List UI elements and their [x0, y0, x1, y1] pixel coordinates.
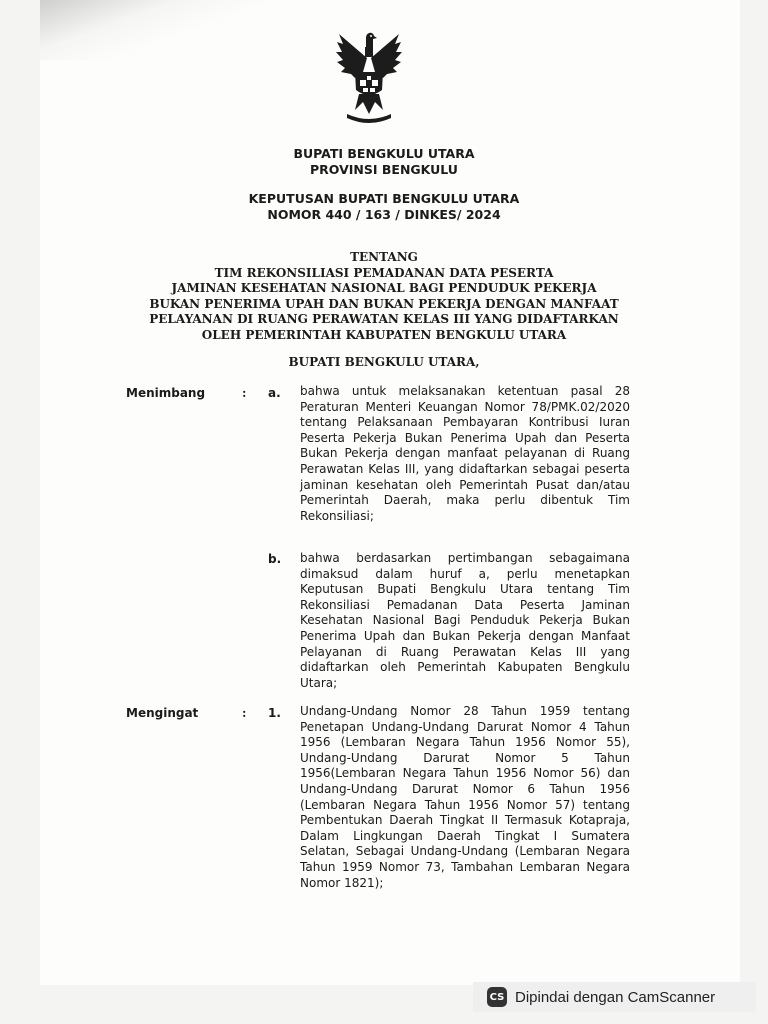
menimbang-item-text: bahwa untuk melaksanakan ketentuan pasal 28 Peraturan Menteri Keuangan Nomor 78/PMK.02/2020 tentang Pelaksanaan Pembayaran Kontribusi Iuran Peserta Pekerja Bukan Penerima Upah dan Peserta Bukan Pekerja dengan manfaat pelayanan di Ruang Perawatan Kelas III, yang didaftarkan sebagai peserta jaminan kesehatan oleh Pemerintah Pusat dan/atau Pemerintah Daerah, maka perlu dibentuk Tim Rekonsiliasi; [300, 384, 630, 523]
camscanner-watermark [473, 982, 756, 1012]
mengingat-item-text: Undang-Undang Nomor 28 Tahun 1959 tentang Penetapan Undang-Undang Darurat Nomor 4 Tahun 1956 (Lembaran Negara Tahun 1956 Nomor 55), Undang-Undang Darurat Nomor 5 Tahun 1956(Lembaran Negara Tahun 1956 Nomor 56) dan Undang-Undang Darurat Nomor 6 Tahun 1956 (Lembaran Negara Tahun 1956 Nomor 57) tentang Pembentukan Daerah Tingkat II Termasuk Kotapraja, Dalam Lingkungan Daerah Tingkat I Sumatera Selatan, Sebagai Undang-Undang (Lembaran Negara Tahun 1959 Nomor 73, Tambahan Lembaran Negara Nomor 1821); [300, 704, 630, 890]
menimbang-item-text: bahwa berdasarkan pertimbangan sebagaimana dimaksud dalam huruf a, perlu menetapkan Keputusan Bupati Bengkulu Utara tentang Tim Rekonsiliasi Pemadanan Data Peserta Jaminan Kesehatan Nasional Bagi Penduduk Pekerja Bukan Penerima Upah dan Bukan Pekerja dengan Manfaat Pelayanan di Ruang Perawatan Kelas III yang didaftarkan oleh Pemerintah Kabupaten Bengkulu Utara; [300, 551, 630, 690]
issuer-title: BUPATI BENGKULU UTARA [293, 146, 475, 161]
subject-line: PELAYANAN DI RUANG PERAWATAN KELAS III YANG DIDAFTARKAN [149, 312, 619, 326]
mengingat-colon: : [242, 706, 247, 720]
subject-block [100, 250, 668, 343]
mengingat-label: Mengingat [126, 706, 199, 720]
issuer-header [100, 146, 668, 178]
issuer-province: PROVINSI BENGKULU [310, 162, 458, 177]
subject-line: TIM REKONSILIASI PEMADANAN DATA PESERTA [214, 265, 554, 280]
authority-line: BUPATI BENGKULU UTARA, [288, 355, 480, 369]
menimbang-label: Menimbang [126, 386, 206, 400]
decree-header [100, 191, 668, 223]
garuda-emblem-icon [333, 28, 405, 126]
mengingat-item-marker: 1. [268, 706, 281, 720]
decree-number: NOMOR 440 / 163 / DINKES/ 2024 [267, 207, 501, 222]
menimbang-colon: : [242, 386, 247, 400]
subject-heading: TENTANG [350, 250, 418, 264]
subject-line: BUKAN PENERIMA UPAH DAN BUKAN PEKERJA DENGAN MANFAAT [149, 296, 619, 311]
camscanner-text: Dipindai dengan CamScanner [515, 988, 716, 1006]
menimbang-item-marker: b. [268, 552, 282, 566]
camscanner-logo-icon: CS [487, 987, 507, 1007]
menimbang-item-marker: a. [268, 386, 281, 400]
decree-title: KEPUTUSAN BUPATI BENGKULU UTARA [248, 191, 520, 206]
subject-line: JAMINAN KESEHATAN NASIONAL BAGI PENDUDUK PEKERJA [171, 281, 597, 295]
subject-line: OLEH PEMERINTAH KABUPATEN BENGKULU UTARA [201, 327, 567, 342]
scan-shadow [40, 0, 270, 60]
